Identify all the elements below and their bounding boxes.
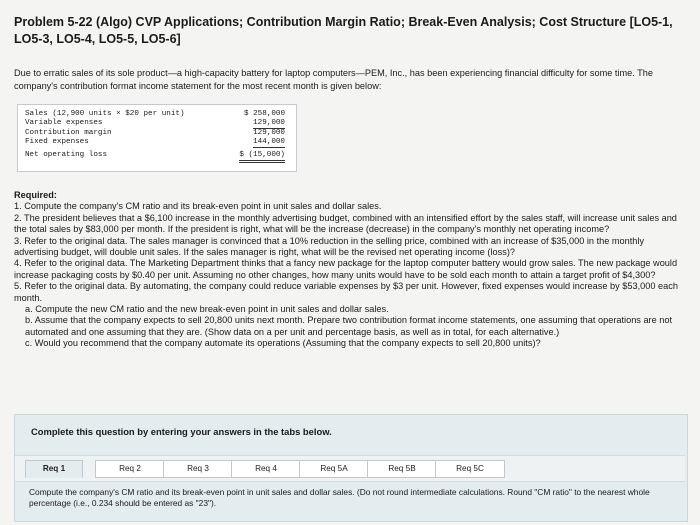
statement-label: Fixed expenses (25, 138, 89, 146)
income-statement (17, 104, 297, 172)
required-item-2: 2. The president believes that a $6,100 increase in the monthly advertising budget, combined with an intensified effort by the sales staff, will increase unit sales and the total sales by $83,000 per month. If the president is right, what will be the increase (decrease) in the company's monthly net operating income? (14, 212, 677, 235)
tab-req-5b[interactable]: Req 5B (367, 460, 437, 478)
tab-req-1[interactable]: Req 1 (25, 460, 83, 478)
statement-label: Contribution margin (25, 129, 112, 137)
required-item-1: 1. Compute the company's CM ratio and its break-even point in unit sales and dollar sales. (14, 201, 382, 212)
required-subitem-5b: b. Assume that the company expects to sell 20,800 units next month. Prepare two contribution format income statements, one assuming that operations are not automated and one assuming that they are. (Show data on a per unit and percentage basis, as well as in total, for each alternative.) (25, 315, 673, 337)
statement-label: Net operating loss (25, 151, 108, 159)
required-heading: Required: (14, 190, 57, 200)
statement-value: 129,000 (253, 119, 285, 129)
problem-title: Problem 5-22 (Algo) CVP Applications; Contribution Margin Ratio; Break-Even Analysis; Cost Structure [LO5-1, LO5-3, LO5-4, LO5-5, LO5-6] (14, 15, 673, 46)
statement-value: $ (15,000) (239, 151, 285, 163)
tab-req-3[interactable]: Req 3 (163, 460, 233, 478)
statement-label: Sales (12,900 units × $20 per unit) (25, 110, 185, 118)
tab-req-5a[interactable]: Req 5A (299, 460, 369, 478)
tab-req-2[interactable]: Req 2 (95, 460, 165, 478)
answer-panel (14, 414, 688, 522)
panel-instruction: Complete this question by entering your answers in the tabs below. (31, 426, 332, 437)
problem-intro: Due to erratic sales of its sole product—a high-capacity battery for laptop computers—PEM, Inc., has been experiencing financial difficulty for some time. The company's contribution format income statement for the most recent month is given below: (14, 68, 654, 91)
statement-row-fixed-expenses (25, 138, 293, 148)
tab-bar (15, 455, 685, 482)
required-subitem-5a: a. Compute the new CM ratio and the new break-even point in unit sales and dollar sales. (25, 304, 389, 315)
statement-row-net-operating-loss (25, 151, 293, 161)
required-subitem-5c: c. Would you recommend that the company automate its operations (Assuming that the company expects to sell 20,800 units)? (25, 338, 541, 349)
statement-label: Variable expenses (25, 119, 103, 127)
required-item-3: 3. Refer to the original data. The sales manager is convinced that a 10% reduction in the selling price, combined with an increase of $35,000 in the monthly advertising budget, will double unit sales. If the sales manager is right, what will be the revised net operating income (loss)? (14, 235, 645, 258)
required-item-5: 5. Refer to the original data. By automating, the company could reduce variable expenses by $3 per unit. However, fixed expenses would increase by $53,000 each month. (14, 281, 678, 303)
tab-req-4[interactable]: Req 4 (231, 460, 301, 478)
required-section (14, 190, 688, 350)
statement-value: $ 258,000 (243, 110, 285, 118)
statement-value: 129,000 (253, 129, 285, 137)
required-item-4: 4. Refer to the original data. The Marketing Department thinks that a fancy new package for the laptop computer battery would grow sales. The new package would increase packaging costs by $0.40 per unit. Assuming no other changes, how many units would have to be sold each month to attain a target profit of $4,300? (14, 258, 678, 280)
statement-value: 144,000 (253, 138, 285, 148)
statement-row-variable-expenses (25, 119, 293, 129)
tab-description: Compute the company's CM ratio and its break-even point in unit sales and dollar sales. (Do not round intermediate calculations. Round "CM ratio" to the nearest whole percentage (i.e., 0.234 should be entered as "23"). (29, 487, 650, 508)
tab-req-5c[interactable]: Req 5C (435, 460, 505, 478)
